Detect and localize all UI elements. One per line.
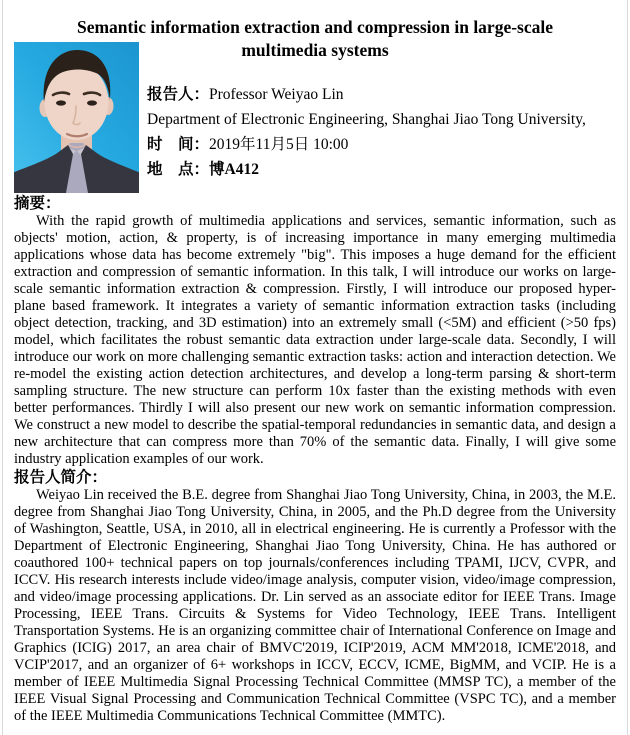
talk-location-value: 博A412 xyxy=(209,161,259,178)
abstract-text: With the rapid growth of multimedia applications and services, semantic information, such as objects' motion, action, & property, is of increasing importance in many emerging multimedia applications whose data has become extremely "big". This imposes a huge demand for the efficient extraction and compression of semantic information. In this talk, I will introduce our works on large-scale semantic information extraction & compression. Firstly, I will introduce our proposed hyper-plane based framework. It integrates a variety of semantic information extraction tasks (including object detection, tracking, and 3D estimation) into an extremely small (<5M) and efficient (>50 fps) model, which facilitates the robust semantic data extraction under large-scale data. Secondly, I will introduce our work on more challenging semantic extraction tasks: action and interaction detection. We re-model the existing action detection architectures, and develop a long-term parsing & short-term sampling structure. The new structure can perform 10x faster than the existing methods with even better performances. Thirdly I will also present our new work on semantic information compression. We construct a new model to describe the spatial-temporal redundancies in semantic data, and design a new architecture that can compress more than 70% of the semantic data. Finally, I will give some industry application examples of our work. xyxy=(14,213,616,467)
bio-heading: 报告人简介： xyxy=(14,469,108,486)
speaker-name-row xyxy=(147,82,617,107)
abstract-heading: 摘要： xyxy=(14,195,61,212)
portrait-eye-left xyxy=(56,100,66,105)
talk-location-row xyxy=(147,157,617,182)
speaker-name-value: Professor Weiyao Lin xyxy=(209,86,344,103)
talk-time-label: 时 间： xyxy=(147,136,210,153)
portrait-eye-right xyxy=(87,100,97,105)
talk-time-row xyxy=(147,132,617,157)
speaker-affiliation: Department of Electronic Engineering, Shanghai Jiao Tong University, xyxy=(147,111,586,128)
talk-location-label: 地 点： xyxy=(147,161,210,178)
document-body xyxy=(14,194,616,725)
page-title-line-1: Semantic information extraction and compression in large-scale xyxy=(76,17,553,37)
speaker-portrait-photo xyxy=(14,42,139,193)
speaker-info-block xyxy=(147,82,617,182)
bio-text: Weiyao Lin received the B.E. degree from Shanghai Jiao Tong University, China, in 2003, the M.E. degree from Shanghai Jiao Tong University, China, in 2005, and the Ph.D degree from the University of Washington, Seattle, USA, in 2010, all in electrical engineering. He is currently a Professor with the Department of Electronic Engineering, Shanghai Jiao Tong University, China. He has authored or coauthored 100+ technical papers on top journals/conferences including TPAMI, IJCV, CVPR, and ICCV. His research interests include video/image analysis, computer vision, video/image compression, and video/image processing applications. Dr. Lin served as an associate editor for IEEE Trans. Image Processing, IEEE Trans. Circuits & Systems for Video Technology, IEEE Trans. Intelligent Transportation Systems. He is an organizing committee chair of International Conference on Image and Graphics (ICIG) 2017, an area chair of BMVC'2019, ICIP'2019, ACM MM'2018, ICME'2018, and VCIP'2017, and an organizer of 6+ workshops in ICCV, ECCV, ICME, BigMM, and VCIP. He is a member of IEEE Multimedia Signal Processing Technical Committee (MMSP TC), a member of the IEEE Visual Signal Processing and Communication Technical Committee (VSPC TC), and a member of the IEEE Multimedia Communications Technical Committee (MMTC). xyxy=(14,487,616,724)
page-right-edge xyxy=(627,0,628,735)
talk-time-value: 2019年11月5日 10:00 xyxy=(209,136,349,153)
page-left-edge xyxy=(2,0,3,735)
speaker-name-label: 报告人： xyxy=(147,86,210,103)
page-title-line-2: multimedia systems xyxy=(241,40,389,60)
